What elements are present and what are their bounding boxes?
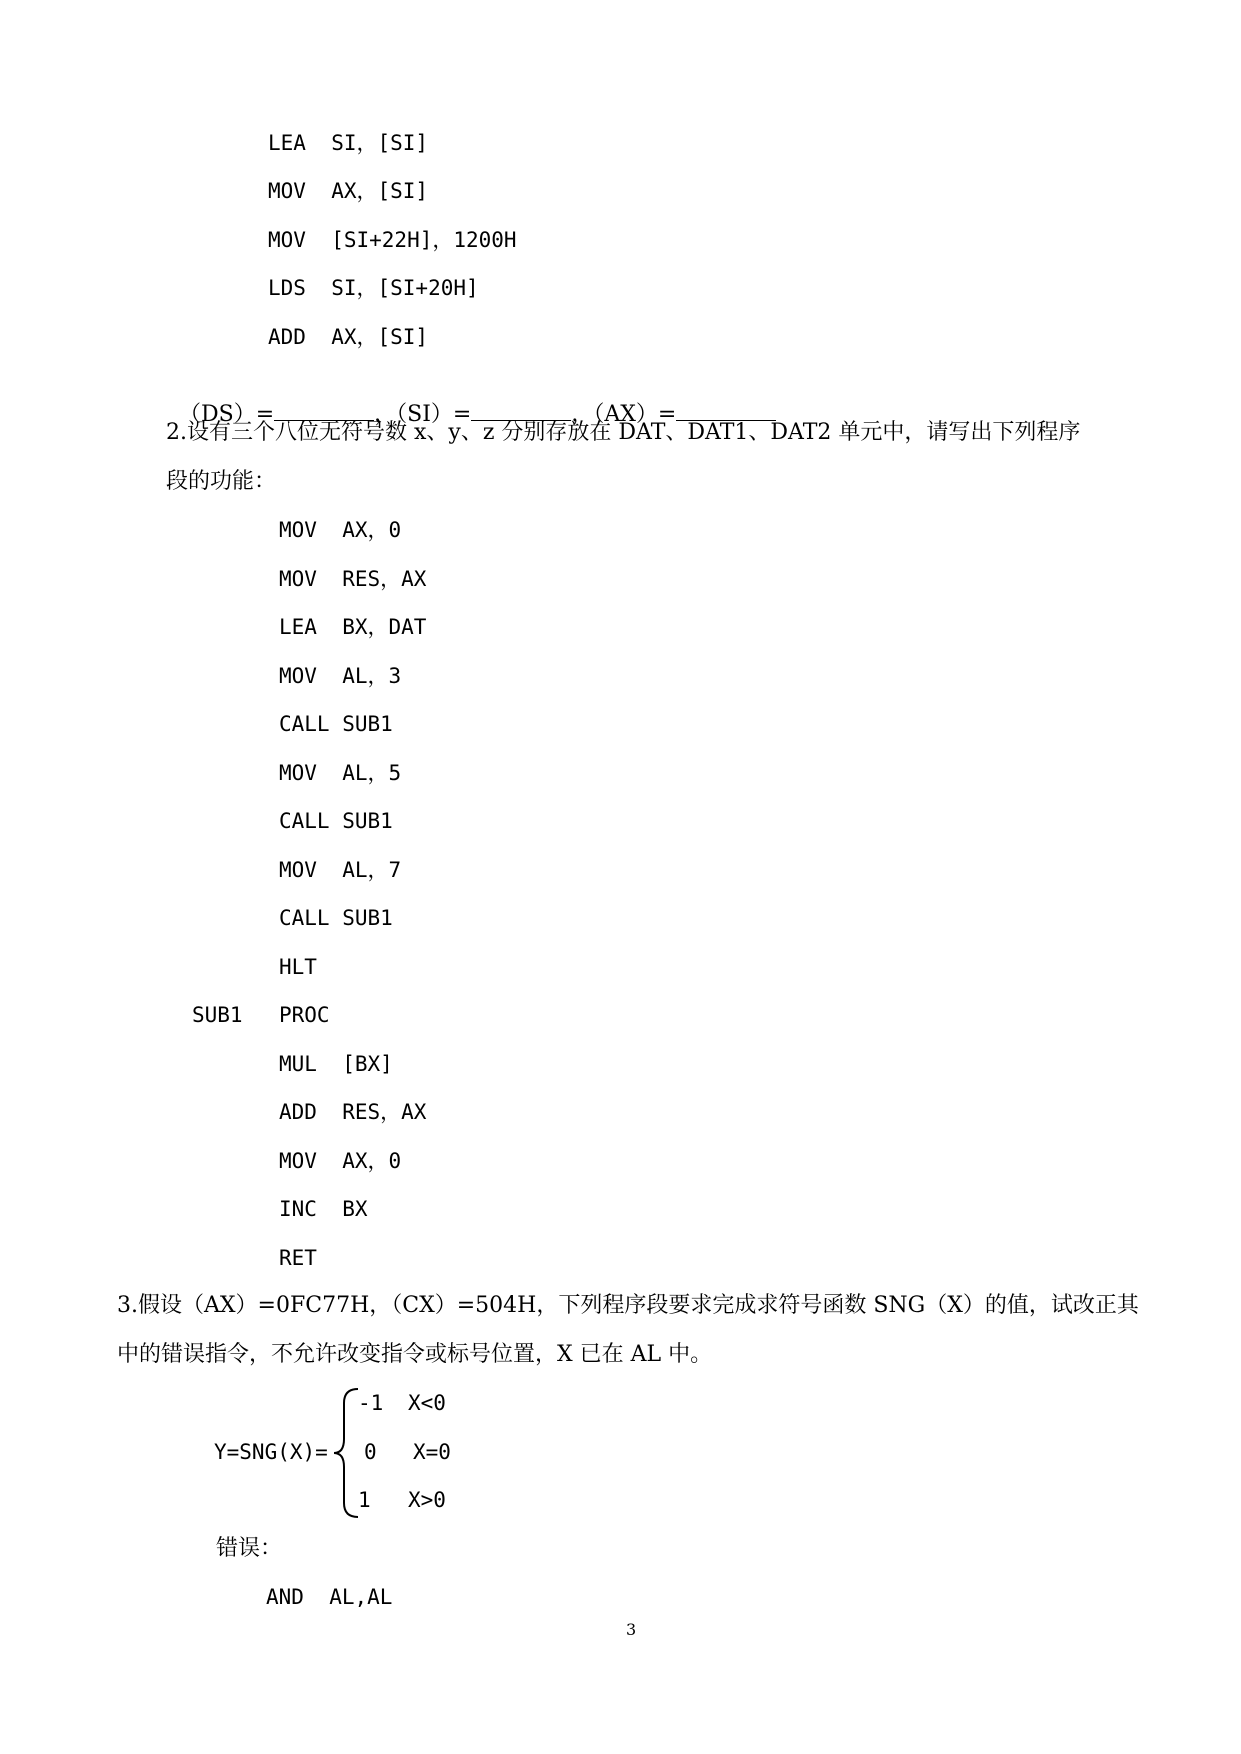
case-value-3: 1 bbox=[358, 1488, 371, 1512]
error-code-line: AND AL,AL bbox=[266, 1585, 393, 1609]
case-value-2: 0 bbox=[364, 1440, 377, 1464]
q1-code-line-2: MOV AX，[SI] bbox=[268, 179, 429, 203]
sng-function-label: Y=SNG(X)= bbox=[214, 1440, 328, 1464]
q2-proc-keyword: PROC bbox=[279, 1003, 330, 1027]
answer-ax-label: ，（AX）= bbox=[571, 402, 677, 427]
q2-proc-code-line-4: INC BX bbox=[279, 1197, 368, 1221]
q2-code-line-10: HLT bbox=[279, 955, 317, 979]
q1-code-line-5: ADD AX，[SI] bbox=[268, 325, 429, 349]
case-cond-1: X<0 bbox=[408, 1391, 446, 1415]
q2-proc-label: SUB1 bbox=[192, 1003, 243, 1027]
q2-proc-code-line-5: RET bbox=[279, 1246, 317, 1270]
q2-proc-code-line-3: MOV AX，0 bbox=[279, 1149, 402, 1173]
q2-code-line-6: MOV AL，5 bbox=[279, 761, 402, 785]
q2-code-line-3: LEA BX，DAT bbox=[279, 615, 427, 639]
q2-code-line-5: CALL SUB1 bbox=[279, 712, 393, 736]
q2-code-line-2: MOV RES，AX bbox=[279, 567, 427, 591]
page-number: 3 bbox=[626, 1620, 637, 1639]
q1-code-line-3: MOV [SI+22H]，1200H bbox=[268, 228, 517, 252]
q1-code-line-1: LEA SI，[SI] bbox=[268, 131, 429, 155]
q2-prompt-line-2: 段的功能： bbox=[166, 469, 277, 494]
q2-proc-code-line-2: ADD RES，AX bbox=[279, 1100, 427, 1124]
q2-prompt-line-1: 2.设有三个八位无符号数 x、y、z 分别存放在 DAT、DAT1、DAT2 单元中，请写出下列程序 bbox=[166, 420, 1081, 445]
q1-code-line-4: LDS SI，[SI+20H] bbox=[268, 276, 479, 300]
answer-ds-label: （DS）= bbox=[179, 402, 275, 427]
q2-code-line-1: MOV AX，0 bbox=[279, 518, 402, 542]
q2-code-line-9: CALL SUB1 bbox=[279, 906, 393, 930]
case-cond-2: X=0 bbox=[413, 1440, 451, 1464]
q3-prompt-line-2: 中的错误指令，不允许改变指令或标号位置，X 已在 AL 中。 bbox=[117, 1342, 713, 1367]
answer-si-label: ，（SI）= bbox=[374, 402, 472, 427]
q2-code-line-4: MOV AL，3 bbox=[279, 664, 402, 688]
q3-prompt-line-1: 3.假设（AX）=0FC77H，（CX）=504H，下列程序段要求完成求符号函数 SNG（X）的值，试改正其 bbox=[117, 1293, 1139, 1318]
q2-code-line-7: CALL SUB1 bbox=[279, 809, 393, 833]
case-cond-3: X>0 bbox=[408, 1488, 446, 1512]
error-label: 错误： bbox=[216, 1536, 283, 1561]
q2-code-line-8: MOV AL，7 bbox=[279, 858, 402, 882]
case-value-1: -1 bbox=[358, 1391, 384, 1415]
q2-proc-code-line-1: MUL [BX] bbox=[279, 1052, 393, 1076]
